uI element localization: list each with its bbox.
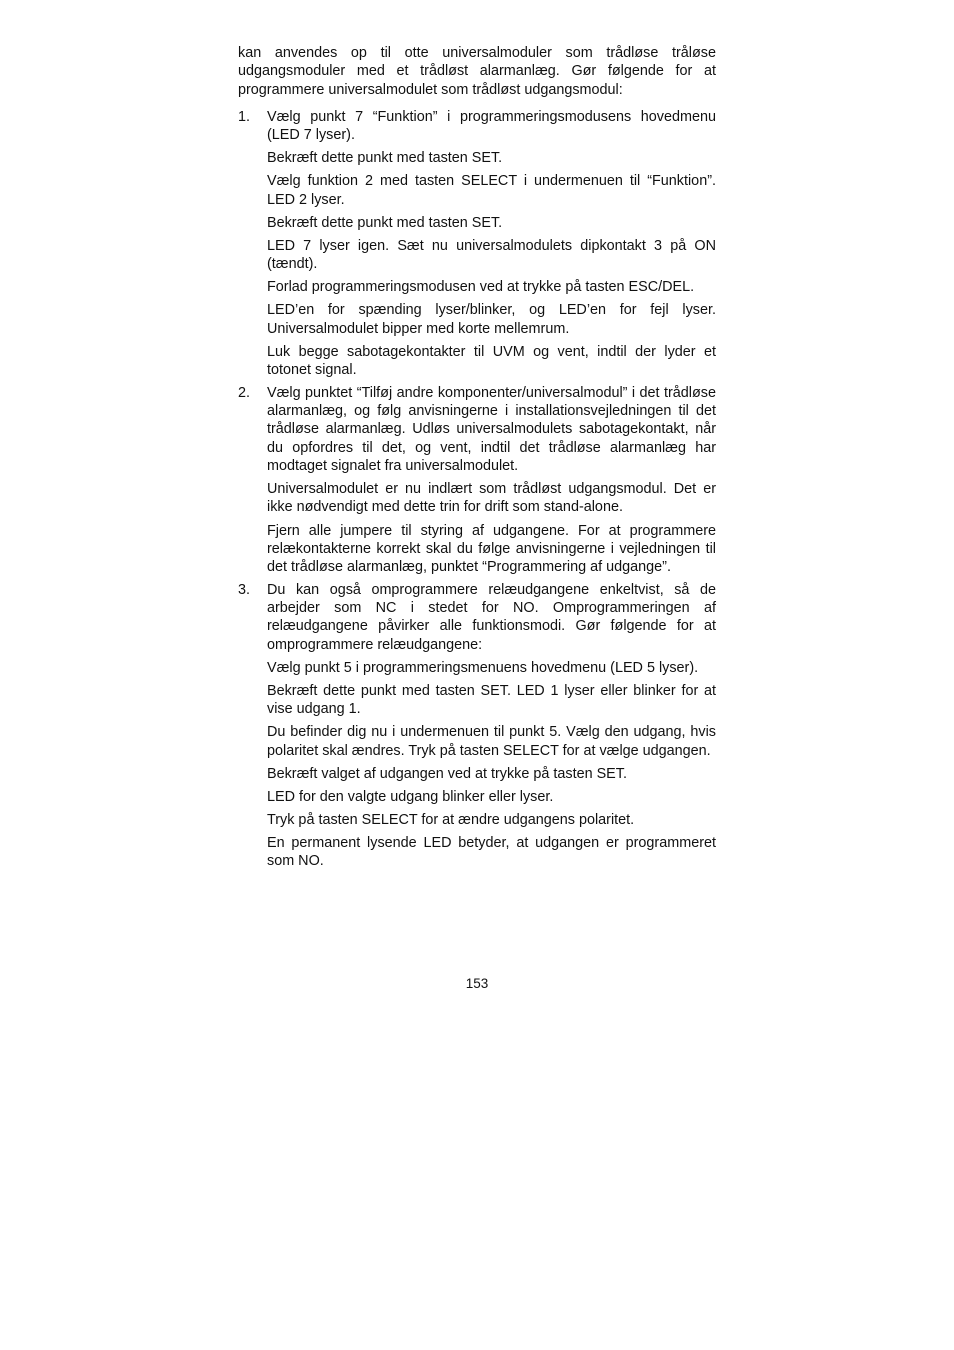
item-paragraph: Bekræft valget af udgangen ved at trykke på tasten SET.	[267, 765, 627, 782]
list-number: 3.	[238, 581, 251, 598]
item-paragraph: LED for den valgte udgang blinker eller lyser.	[267, 788, 554, 805]
list-number: 2.	[238, 384, 251, 401]
page-body	[238, 44, 716, 875]
item-paragraph: Du kan også omprogrammere relæudgangene enkeltvist, så de arbejder som NC i stedet for NO. Omprogrammeringen af relæudgangene påvirker alle funktionsmodi. Gør følgende for at omprogrammere relæudgangene:	[267, 581, 716, 653]
item-paragraph: Fjern alle jumpere til styring af udgangene. For at programmere relækontakterne korrekt skal du følge anvisningerne i vejledningen til det trådløse alarmanlæg, punktet “Programmering af udgange”.	[267, 522, 716, 576]
item-paragraph: Vælg punkt 7 “Funktion” i programmeringsmodusens hovedmenu (LED 7 lyser).	[267, 108, 716, 144]
item-paragraph: Universalmodulet er nu indlært som trådløst udgangsmodul. Det er ikke nødvendigt med dette trin for drift som stand-alone.	[267, 481, 716, 516]
page-number: 153	[465, 976, 489, 991]
item-paragraph: LED 7 lyser igen. Sæt nu universalmodulets dipkontakt 3 på ON (tændt).	[267, 237, 716, 273]
list-item-3	[238, 581, 716, 871]
item-paragraph: Vælg punktet “Tilføj andre komponenter/universalmodul” i det trådløse alarmanlæg, og følg anvisningerne i installationsvejledningen til det trådløse alarmanlæg. Udløs universalmodulets sabotagekontakt, når du opfordres til det, og vent, indtil det trådløse alarmanlæg har modtaget signalet fra universalmodulet.	[267, 384, 716, 475]
item-paragraph: Du befinder dig nu i undermenuen til punkt 5. Vælg den udgang, hvis polaritet skal ændres. Tryk på tasten SELECT for at vælge udgangen.	[267, 724, 716, 759]
item-paragraph: Vælg punkt 5 i programmeringsmenuens hovedmenu (LED 5 lyser).	[267, 659, 699, 676]
list-item-2	[238, 384, 716, 577]
item-paragraph: Bekræft dette punkt med tasten SET. LED 1 lyser eller blinker for at vise udgang 1.	[267, 682, 716, 718]
item-paragraph: Forlad programmeringsmodusen ved at trykke på tasten ESC/DEL.	[267, 279, 695, 296]
item-paragraph: Tryk på tasten SELECT for at ændre udgangens polaritet.	[267, 811, 635, 828]
list-item-1	[238, 108, 716, 379]
item-paragraph: En permanent lysende LED betyder, at udgangen er programmeret som NO.	[267, 835, 716, 870]
item-paragraph: Vælg funktion 2 med tasten SELECT i undermenuen til “Funktion”. LED 2 lyser.	[267, 173, 716, 208]
list-number: 1.	[238, 108, 251, 125]
item-paragraph: Bekræft dette punkt med tasten SET.	[267, 214, 503, 231]
intro-paragraph: kan anvendes op til otte universalmoduler som trådløse tråløse udgangsmoduler med et trådløst alarmanlæg. Gør følgende for at programmere universalmodulet som trådløst udgangsmodul:	[238, 45, 716, 98]
item-paragraph: LED’en for spænding lyser/blinker, og LED’en for fejl lyser. Universalmodulet bipper med korte mellemrum.	[267, 302, 716, 337]
item-paragraph: Bekræft dette punkt med tasten SET.	[267, 150, 503, 167]
item-paragraph: Luk begge sabotagekontakter til UVM og vent, indtil der lyder et totonet signal.	[267, 343, 716, 379]
